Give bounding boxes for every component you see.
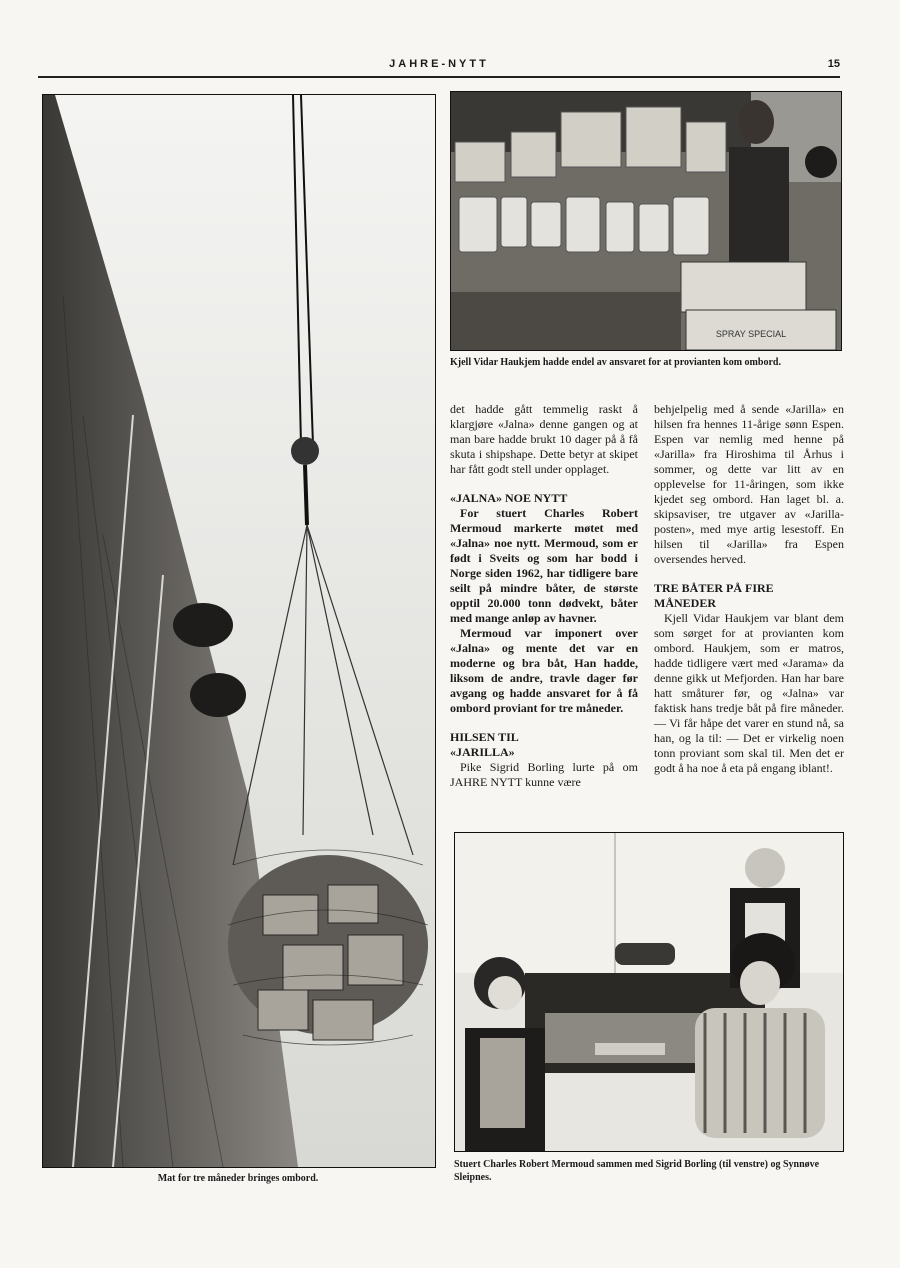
- provisions-illustration: [451, 92, 841, 350]
- article-column-2: [654, 402, 844, 776]
- page-header: [38, 56, 840, 76]
- article-paragraph: Mermoud var imponert over «Jalna» og mente det var en moderne og bra båt, Han hadde, liksom de andre, travle dager før avgang og hadde ansvaret for å få ombord proviant for tre måneder.: [450, 626, 638, 715]
- galley-illustration: [455, 833, 843, 1151]
- left-photo-caption: Mat for tre måneder bringes ombord.: [157, 1173, 319, 1184]
- spray-box-label: SPRAY SPECIAL: [715, 329, 787, 339]
- article-paragraph: behjelpelig med å sende «Jarilla» en hilsen fra hennes 11-årige sønn Espen. Espen var nemlig med henne på «Jarilla» fra Hiroshima til Århus i sommer, og dette var litt av en opplevelse for 11-åringen, som ikke kjedet seg ombord. Han laget bl. a. skipsaviser, tre utgaver av «Jarilla-posten», med mye artig lesestoff. En hilsen til «Jarilla» fra Espen oversendes herved.: [654, 402, 844, 566]
- article-heading: TRE BÅTER PÅ FIRE MÅNEDER: [654, 581, 774, 610]
- cargo-net-illustration: [43, 95, 435, 1167]
- article-paragraph: Kjell Vidar Haukjem var blant dem som sørget for at provianten kom ombord. Haukjem, som er matros, hadde tidligere vært med «Jarama» da denne gikk ut Mefjorden. Han har bare hatt småturer før, og «Jalna» var faktisk hans tredje båt på fire måneder. — Vi får håpe det varer en stund nå, sa han, og la til: — Det er virkelig noen tonn proviant som skal til. Men det er godt å ha noe å eta på engang iblant!.: [654, 611, 844, 775]
- header-rule: [38, 76, 840, 78]
- article-column-1: [450, 402, 638, 790]
- article-paragraph: det hadde gått temmelig raskt å klargjøre «Jalna» denne gangen og at man bare hadde brukt 10 dager på å få skuta i shipshape. Dette betyr at skipet har fått godt stell under opplaget.: [450, 402, 638, 476]
- article-paragraph: Pike Sigrid Borling lurte på om JAHRE NYTT kunne være: [450, 760, 638, 789]
- article-heading: «JALNA» NOE NYTT: [450, 491, 568, 505]
- bottom-photo-caption: Stuert Charles Robert Mermoud sammen med Sigrid Borling (til venstre) og Synnøve Sleipnes.: [454, 1159, 820, 1183]
- photo-galley-crew: [454, 832, 844, 1152]
- top-photo-caption: Kjell Vidar Haukjem hadde endel av ansvaret for at provianten kom ombord.: [450, 357, 781, 368]
- journal-title: JAHRE-NYTT: [389, 58, 489, 70]
- article-paragraph: For stuert Charles Robert Mermoud markerte møtet med «Jalna» noe nytt. Mermoud, som er født i Sveits og som har bodd i Norge siden 1962, har tidligere bare seilt på mindre båter, de største opptil 20.000 tonn dødvekt, båter med mange anløp av havner.: [450, 506, 638, 625]
- photo-cargo-net: [42, 94, 436, 1168]
- photo-provisions: [450, 91, 842, 351]
- page-number: 15: [827, 58, 840, 70]
- article-heading: HILSEN TIL «JARILLA»: [450, 730, 519, 759]
